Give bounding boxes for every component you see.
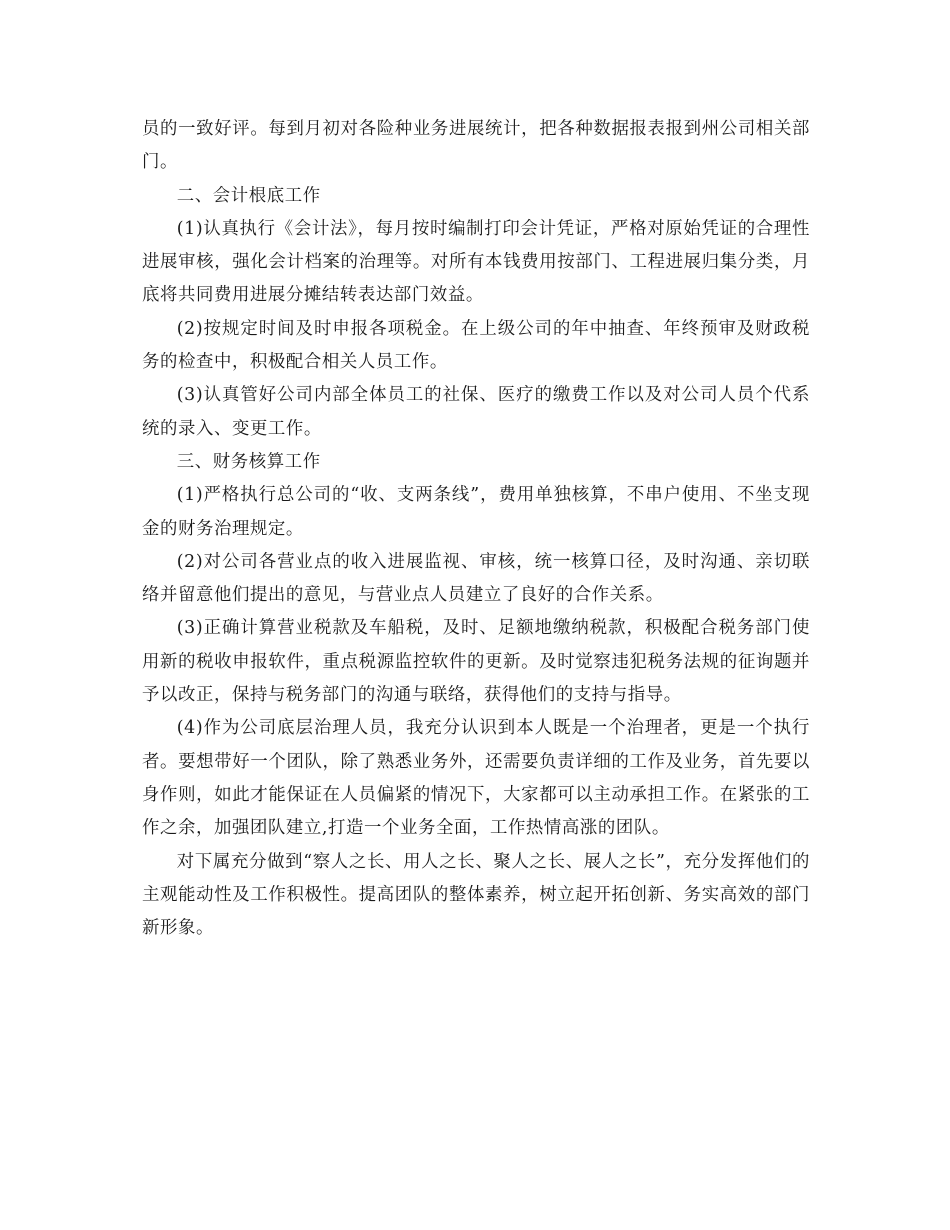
section-heading-accounting-basics: 二、会计根底工作 (176, 185, 321, 206)
paragraph-team-building: 对下属充分做到“察人之长、用人之长、聚人之长、展人之长”，充分发挥他们的主观能动性及工作积极性。提高团队的整体素养，树立起开拓创新、务实高效的部门新形象。 (142, 851, 810, 939)
paragraph-financial-2: (2)对公司各营业点的收入进展监视、审核，统一核算口径，及时沟通、亲切联络并留意他们提出的意见，与营业点人员建立了良好的合作关系。 (142, 551, 810, 606)
paragraph-continuation: 员的一致好评。每到月初对各险种业务进展统计，把各种数据报表报到州公司相关部门。 (142, 119, 810, 173)
document-body (142, 113, 810, 945)
section-heading-financial-accounting: 三、财务核算工作 (176, 451, 321, 472)
paragraph-financial-1: (1)严格执行总公司的“收、支两条线”，费用单独核算，不串户使用、不坐支现金的财务治理规定。 (142, 485, 810, 539)
paragraph-financial-3: (3)正确计算营业税款及车船税，及时、足额地缴纳税款，积极配合税务部门使用新的税收申报软件，重点税源监控软件的更新。及时觉察违犯税务法规的征询题并予以改正，保持与税务部门的沟通与联络，获得他们的支持与指导。 (142, 618, 810, 706)
paragraph-accounting-1: (1)认真执行《会计法》，每月按时编制打印会计凭证，严格对原始凭证的合理性进展审核，强化会计档案的治理等。对所有本钱费用按部门、工程进展归集分类，月底将共同费用进展分摊结转表达部门效益。 (142, 218, 810, 306)
paragraph-accounting-2: (2)按规定时间及时申报各项税金。在上级公司的年中抽查、年终预审及财政税务的检查中，积极配合相关人员工作。 (142, 318, 810, 373)
paragraph-accounting-3: (3)认真管好公司内部全体员工的社保、医疗的缴费工作以及对公司人员个代系统的录入、变更工作。 (142, 385, 810, 439)
paragraph-financial-4: (4)作为公司底层治理人员，我充分认识到本人既是一个治理者，更是一个执行者。要想带好一个团队，除了熟悉业务外，还需要负责详细的工作及业务，首先要以身作则，如此才能保证在人员偏紧的情况下，大家都可以主动承担工作。在紧张的工作之余，加强团队建立,打造一个业务全面，工作热情高涨的团队。 (142, 718, 810, 839)
